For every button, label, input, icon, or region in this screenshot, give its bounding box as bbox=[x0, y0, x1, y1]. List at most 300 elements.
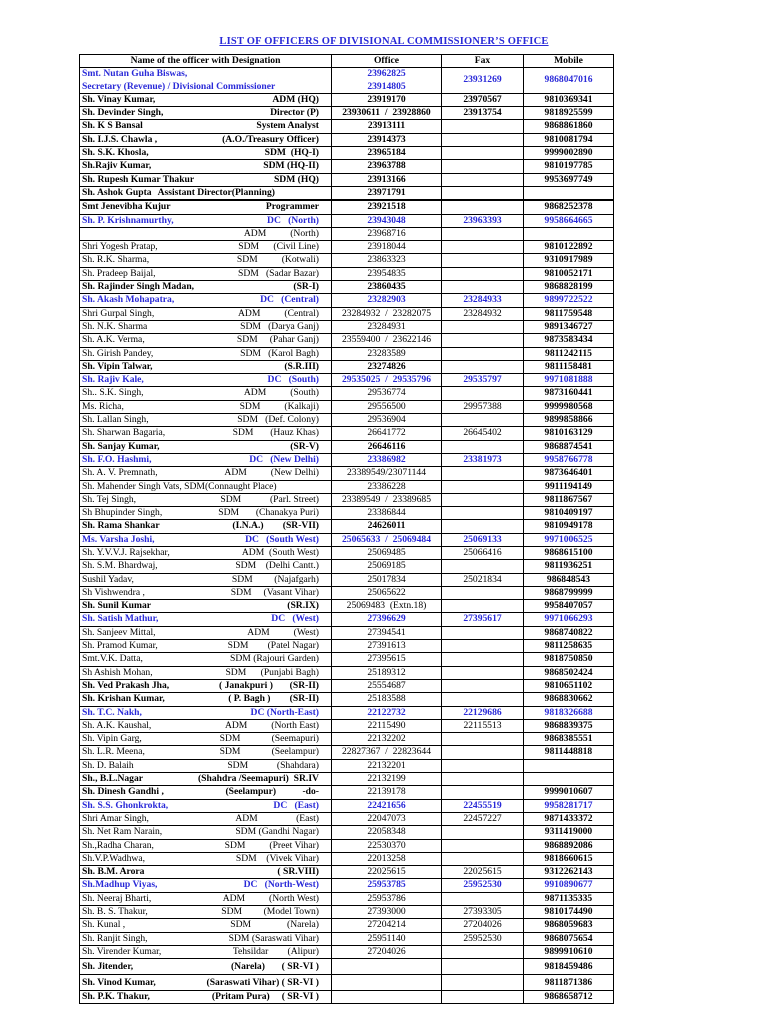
office-phone: 23559400 / 23622146 bbox=[332, 334, 442, 347]
officer-designation: ADM (New Delhi) bbox=[224, 467, 319, 479]
fax-number bbox=[442, 254, 524, 267]
table-row bbox=[80, 307, 614, 320]
officer-name: Sh. N.K. Sharma bbox=[82, 320, 148, 332]
officer-designation: Director (P) bbox=[270, 107, 319, 119]
table-row bbox=[80, 613, 614, 626]
officer-cell bbox=[80, 600, 332, 613]
office-phone-line: 23962825 bbox=[367, 68, 406, 80]
table-row bbox=[80, 493, 614, 506]
officer-designation: SDM (Kotwali) bbox=[236, 254, 319, 266]
mobile-number: 9910890677 bbox=[524, 879, 614, 892]
officer-name: Sh. Sanjeev Mittal, bbox=[82, 626, 156, 638]
officer-designation: (SR.IX) bbox=[287, 600, 319, 612]
officer-designation: SDM (Karol Bagh) bbox=[240, 347, 319, 359]
office-phone: 27391613 bbox=[332, 640, 442, 653]
table-row bbox=[80, 773, 614, 786]
fax-number bbox=[442, 991, 524, 1004]
fax-number bbox=[442, 666, 524, 679]
officer-cell bbox=[80, 866, 332, 879]
mobile-number: 9868252378 bbox=[524, 200, 614, 214]
officer-name: Sh. Pradeep Baijal, bbox=[82, 267, 156, 279]
office-phone: 25953785 bbox=[332, 879, 442, 892]
officer-designation: SDM (Kalkaji) bbox=[239, 400, 319, 412]
officer-cell bbox=[80, 919, 332, 932]
officer-cell bbox=[80, 133, 332, 146]
officer-cell bbox=[80, 227, 332, 240]
mobile-number: 9868615100 bbox=[524, 546, 614, 559]
table-row bbox=[80, 227, 614, 240]
officer-designation: SDM (Seemapuri) bbox=[219, 733, 319, 745]
table-row bbox=[80, 453, 614, 466]
officer-designation: (Seelampur) -do- bbox=[225, 786, 319, 798]
table-row bbox=[80, 214, 614, 227]
officer-name: Sh. P. Krishnamurthy, bbox=[82, 214, 174, 226]
officer-name: Sh. Devinder Singh, bbox=[82, 107, 164, 119]
table-row bbox=[80, 866, 614, 879]
officer-designation: SDM (Vivek Vihar) bbox=[235, 852, 319, 864]
mobile-number: 9810949178 bbox=[524, 520, 614, 533]
fax-number bbox=[442, 626, 524, 639]
mobile-number: 9971006525 bbox=[524, 533, 614, 546]
fax-number: 25066416 bbox=[442, 546, 524, 559]
office-phone: 25189312 bbox=[332, 666, 442, 679]
officer-name: Sh. D. Balaih bbox=[82, 759, 134, 771]
header-name: Name of the officer with Designation bbox=[80, 55, 332, 68]
officer-cell bbox=[80, 879, 332, 892]
officer-cell bbox=[80, 826, 332, 839]
table-row bbox=[80, 281, 614, 294]
table-row bbox=[80, 560, 614, 573]
office-phone bbox=[332, 68, 442, 94]
officer-name: Shri Gurpal Singh, bbox=[82, 307, 155, 319]
table-row bbox=[80, 186, 614, 200]
officer-designation: SDM (Darya Ganj) bbox=[240, 320, 319, 332]
table-row bbox=[80, 294, 614, 307]
officer-name: Sh. Sharwan Bagaria, bbox=[82, 427, 166, 439]
fax-number bbox=[442, 640, 524, 653]
mobile-number: 9999980568 bbox=[524, 400, 614, 413]
fax-number bbox=[442, 387, 524, 400]
officer-designation: SDM (Vasant Vihar) bbox=[230, 586, 319, 598]
table-row bbox=[80, 839, 614, 852]
officer-designation: SDM (Sadar Bazar) bbox=[238, 267, 319, 279]
table-row bbox=[80, 347, 614, 360]
office-phone: 23283589 bbox=[332, 347, 442, 360]
officer-designation: SDM (Patel Nagar) bbox=[227, 640, 319, 652]
office-phone: 22139178 bbox=[332, 786, 442, 799]
officer-designation: SDM (Parl. Street) bbox=[220, 493, 319, 505]
mobile-number: 9971081888 bbox=[524, 374, 614, 387]
table-row bbox=[80, 467, 614, 480]
mobile-number: 9868658712 bbox=[524, 991, 614, 1004]
fax-number: 29957388 bbox=[442, 400, 524, 413]
office-phone: 22132202 bbox=[332, 733, 442, 746]
officer-name: Sh. A. V. Premnath, bbox=[82, 467, 158, 479]
officer-name: Sh Bhupinder Singh, bbox=[82, 507, 163, 519]
officer-name: Sh. Vipin Talwar, bbox=[82, 360, 153, 372]
officer-name: Sh.V.P.Wadhwa, bbox=[82, 852, 146, 864]
office-phone: 22132199 bbox=[332, 773, 442, 786]
table-row bbox=[80, 640, 614, 653]
officer-name: Sh. Ranjit Singh, bbox=[82, 932, 148, 944]
fax-number bbox=[442, 826, 524, 839]
officer-cell bbox=[80, 68, 332, 94]
officer-designation: SDM (Narela) bbox=[230, 919, 319, 931]
mobile-number: 9953697749 bbox=[524, 173, 614, 186]
mobile-number: 9811759548 bbox=[524, 307, 614, 320]
fax-number: 23284933 bbox=[442, 294, 524, 307]
officer-cell bbox=[80, 679, 332, 692]
officer-name: Sh. Virender Kumar, bbox=[82, 945, 162, 957]
officer-name: Sh. S.M. Bhardwaj, bbox=[82, 560, 158, 572]
officer-cell bbox=[80, 852, 332, 865]
mobile-number: 9868385551 bbox=[524, 733, 614, 746]
officer-designation: ADM (South West) bbox=[241, 546, 319, 558]
mobile-number: 9868502424 bbox=[524, 666, 614, 679]
officer-designation: Secretary (Revenue) / Divisional Commissioner bbox=[82, 80, 276, 92]
officer-cell bbox=[80, 107, 332, 120]
office-phone: 24626011 bbox=[332, 520, 442, 533]
officer-designation: SDM (Saraswati Vihar) bbox=[228, 932, 319, 944]
mobile-number: 9312262143 bbox=[524, 866, 614, 879]
officer-name: Sh. Ved Prakash Jha, bbox=[82, 679, 170, 691]
table-row bbox=[80, 906, 614, 919]
fax-number: 25069133 bbox=[442, 533, 524, 546]
mobile-number: 9811242115 bbox=[524, 347, 614, 360]
officer-cell bbox=[80, 281, 332, 294]
table-row bbox=[80, 892, 614, 905]
mobile-number: 9868839375 bbox=[524, 719, 614, 732]
mobile-number bbox=[524, 227, 614, 240]
fax-number bbox=[442, 746, 524, 759]
office-phone: 22827367 / 22823644 bbox=[332, 746, 442, 759]
officer-name: Sh. Tej Singh, bbox=[82, 493, 137, 505]
mobile-number: 9810197785 bbox=[524, 160, 614, 173]
table-row bbox=[80, 147, 614, 160]
officer-name: Sh. B.M. Arora bbox=[82, 866, 145, 878]
officer-name: Shri Yogesh Pratap, bbox=[82, 241, 158, 253]
mobile-number: 9810369341 bbox=[524, 93, 614, 106]
mobile-number: 9811936251 bbox=[524, 560, 614, 573]
officer-name: Sh. Rajiv Kale, bbox=[82, 374, 144, 386]
officer-designation: ( P. Bagh ) (SR-II) bbox=[228, 693, 319, 705]
officer-designation: (A.O./Treasury Officer) bbox=[222, 133, 319, 145]
officer-name: Sh. Vinod Kumar, bbox=[82, 976, 156, 988]
mobile-number: 9971066293 bbox=[524, 613, 614, 626]
fax-number bbox=[442, 586, 524, 599]
office-phone: 27395615 bbox=[332, 653, 442, 666]
table-row bbox=[80, 759, 614, 772]
officer-cell bbox=[80, 586, 332, 599]
mobile-number bbox=[524, 759, 614, 772]
officer-designation: ADM (HQ) bbox=[272, 93, 319, 105]
officer-cell bbox=[80, 427, 332, 440]
officer-designation: SDM (HQ) bbox=[273, 173, 319, 185]
officer-designation: ADM (North West) bbox=[222, 892, 319, 904]
mobile-number: 9818925599 bbox=[524, 107, 614, 120]
officer-designation: SDM (Model Town) bbox=[221, 906, 319, 917]
officer-name: Sh. A.K. Kaushal, bbox=[82, 719, 152, 731]
table-row bbox=[80, 507, 614, 520]
fax-number bbox=[442, 693, 524, 706]
officer-cell bbox=[80, 294, 332, 307]
table-row bbox=[80, 826, 614, 839]
fax-number bbox=[442, 852, 524, 865]
office-phone: 25065622 bbox=[332, 586, 442, 599]
office-phone: 23913111 bbox=[332, 120, 442, 133]
office-phone: 22047073 bbox=[332, 812, 442, 825]
officer-cell bbox=[80, 666, 332, 679]
table-row bbox=[80, 374, 614, 387]
table-row bbox=[80, 400, 614, 413]
officer-designation: SDM (Chanakya Puri) bbox=[218, 507, 319, 519]
mobile-number: 9810174490 bbox=[524, 906, 614, 919]
officer-name: Sh.,Radha Charan, bbox=[82, 839, 154, 851]
fax-number bbox=[442, 160, 524, 173]
officer-designation: SDM (Najafgarh) bbox=[231, 573, 319, 585]
fax-number bbox=[442, 959, 524, 975]
mobile-number: 9958664665 bbox=[524, 214, 614, 227]
table-row bbox=[80, 626, 614, 639]
officer-cell bbox=[80, 120, 332, 133]
table-row bbox=[80, 533, 614, 546]
officer-name: Sh. Dinesh Gandhi , bbox=[82, 786, 164, 798]
mobile-number: 9818660615 bbox=[524, 852, 614, 865]
office-phone: 23386844 bbox=[332, 507, 442, 520]
office-phone: 23284931 bbox=[332, 320, 442, 333]
officer-name: Sh. Rajinder Singh Madan, bbox=[82, 281, 195, 293]
table-row bbox=[80, 133, 614, 146]
officer-cell bbox=[80, 241, 332, 254]
fax-number bbox=[442, 281, 524, 294]
table-row bbox=[80, 719, 614, 732]
mobile-number: 9868830662 bbox=[524, 693, 614, 706]
table-row bbox=[80, 480, 614, 493]
office-phone: 23921518 bbox=[332, 200, 442, 214]
fax-number bbox=[442, 440, 524, 453]
fax-number bbox=[442, 653, 524, 666]
officer-cell bbox=[80, 507, 332, 520]
fax-number bbox=[442, 320, 524, 333]
officer-name: Sh. Lallan Singh, bbox=[82, 414, 149, 426]
office-phone bbox=[332, 975, 442, 991]
table-body bbox=[80, 68, 614, 1004]
office-phone: 23860435 bbox=[332, 281, 442, 294]
office-phone: 23963788 bbox=[332, 160, 442, 173]
office-phone: 27394541 bbox=[332, 626, 442, 639]
office-phone: 25951140 bbox=[332, 932, 442, 945]
officer-name: Sh. Rupesh Kumar Thakur bbox=[82, 173, 195, 185]
table-row bbox=[80, 267, 614, 280]
officer-designation: SDM (Preet Vihar) bbox=[224, 839, 319, 851]
office-phone: 25069185 bbox=[332, 560, 442, 573]
table-row bbox=[80, 959, 614, 975]
officer-designation: DC (North-East) bbox=[250, 706, 319, 718]
officer-cell bbox=[80, 160, 332, 173]
officer-designation: Tehsildar (Alipur) bbox=[232, 945, 319, 957]
officer-cell bbox=[80, 374, 332, 387]
officer-designation: (SR-I) bbox=[293, 281, 319, 293]
office-phone: 22530370 bbox=[332, 839, 442, 852]
mobile-number: 9958766778 bbox=[524, 453, 614, 466]
office-phone: 23274826 bbox=[332, 360, 442, 373]
officer-designation: ADM (East) bbox=[235, 812, 319, 824]
office-phone: 22122732 bbox=[332, 706, 442, 719]
officer-cell bbox=[80, 360, 332, 373]
table-row bbox=[80, 254, 614, 267]
mobile-number: 9871135335 bbox=[524, 892, 614, 905]
mobile-number bbox=[524, 186, 614, 200]
table-row bbox=[80, 173, 614, 186]
officer-name: Sh Vishwendra , bbox=[82, 586, 145, 598]
office-phone: 25069483 (Extn.18) bbox=[332, 600, 442, 613]
fax-number: 27204026 bbox=[442, 919, 524, 932]
officer-designation: (SR-V) bbox=[290, 440, 319, 452]
fax-number bbox=[442, 786, 524, 799]
mobile-number: 9811258635 bbox=[524, 640, 614, 653]
table-row bbox=[80, 975, 614, 991]
table-row bbox=[80, 879, 614, 892]
mobile-number: 9868799999 bbox=[524, 586, 614, 599]
mobile-number: 9899910610 bbox=[524, 945, 614, 958]
officer-designation: DC (South West) bbox=[245, 533, 319, 545]
office-phone: 23282903 bbox=[332, 294, 442, 307]
fax-number bbox=[442, 414, 524, 427]
table-row bbox=[80, 320, 614, 333]
office-phone: 27204026 bbox=[332, 945, 442, 958]
mobile-number: 9818750850 bbox=[524, 653, 614, 666]
mobile-number: 9811448818 bbox=[524, 746, 614, 759]
office-phone: 29536774 bbox=[332, 387, 442, 400]
office-phone bbox=[332, 959, 442, 975]
officer-cell bbox=[80, 480, 332, 493]
fax-number: 25952530 bbox=[442, 932, 524, 945]
officer-name: Sh. R.K. Sharma, bbox=[82, 254, 150, 266]
fax-number: 25021834 bbox=[442, 573, 524, 586]
table-row bbox=[80, 693, 614, 706]
officer-designation: (Shahdra /Seemapuri) SR.IV bbox=[197, 773, 319, 785]
officer-name: Sh. Mahender Singh Vats, SDM(Connaught Place) bbox=[82, 480, 277, 492]
officer-cell bbox=[80, 932, 332, 945]
officer-designation: Assistant Director(Planning) bbox=[157, 186, 275, 198]
officer-designation: SDM (Seelampur) bbox=[219, 746, 319, 758]
officer-designation: DC (South) bbox=[267, 374, 319, 386]
mobile-number: 9810651102 bbox=[524, 679, 614, 692]
mobile-number: 9810409197 bbox=[524, 507, 614, 520]
office-phone: 25953786 bbox=[332, 892, 442, 905]
fax-number: 22455519 bbox=[442, 799, 524, 812]
officer-designation: DC (New Delhi) bbox=[249, 453, 319, 465]
officer-name: Sh. Rama Shankar bbox=[82, 520, 160, 532]
officer-cell bbox=[80, 975, 332, 991]
officer-designation: (Saraswati Vihar) ( SR-VI ) bbox=[206, 976, 319, 988]
officer-name: Sh. P.K. Thakur, bbox=[82, 991, 150, 1003]
officer-cell bbox=[80, 839, 332, 852]
officer-name: Sh., B.L.Nagar bbox=[82, 773, 144, 785]
officer-cell bbox=[80, 320, 332, 333]
table-row bbox=[80, 93, 614, 106]
officer-designation: DC (Central) bbox=[260, 294, 319, 306]
fax-number bbox=[442, 773, 524, 786]
mobile-number: 9868059683 bbox=[524, 919, 614, 932]
officer-name: Sh. F.O. Hashmi, bbox=[82, 453, 152, 465]
fax-number bbox=[442, 467, 524, 480]
mobile-number: 9868740822 bbox=[524, 626, 614, 639]
officer-cell bbox=[80, 759, 332, 772]
mobile-number: 9868892086 bbox=[524, 839, 614, 852]
officer-cell bbox=[80, 799, 332, 812]
fax-number bbox=[442, 839, 524, 852]
fax-number bbox=[442, 227, 524, 240]
fax-number: 23381973 bbox=[442, 453, 524, 466]
office-phone: 27396629 bbox=[332, 613, 442, 626]
mobile-number: 9958281717 bbox=[524, 799, 614, 812]
office-phone: 23389549 / 23389685 bbox=[332, 493, 442, 506]
officer-cell bbox=[80, 786, 332, 799]
fax-number: 22129686 bbox=[442, 706, 524, 719]
office-phone: 23863323 bbox=[332, 254, 442, 267]
table-row bbox=[80, 932, 614, 945]
table-row bbox=[80, 812, 614, 825]
officer-name: Sh Ashish Mohan, bbox=[82, 666, 153, 678]
table-row bbox=[80, 68, 614, 94]
officer-cell bbox=[80, 959, 332, 975]
officer-cell bbox=[80, 945, 332, 958]
mobile-number: 9873646401 bbox=[524, 467, 614, 480]
fax-number: 23284932 bbox=[442, 307, 524, 320]
table-row bbox=[80, 679, 614, 692]
officers-table bbox=[79, 54, 614, 1004]
table-row bbox=[80, 600, 614, 613]
office-phone: 23284932 / 23282075 bbox=[332, 307, 442, 320]
officer-cell bbox=[80, 254, 332, 267]
mobile-number: 9999010607 bbox=[524, 786, 614, 799]
mobile-number: 9911194149 bbox=[524, 480, 614, 493]
table-row bbox=[80, 120, 614, 133]
officer-designation: SDM (Gandhi Nagar) bbox=[235, 826, 319, 838]
office-phone: 25183588 bbox=[332, 693, 442, 706]
officer-name: Shri Amar Singh, bbox=[82, 812, 149, 824]
office-phone: 23965184 bbox=[332, 147, 442, 160]
officer-name: Sh. Vinay Kumar, bbox=[82, 93, 156, 105]
officer-name: Sh. Y.V.V.J. Rajsekhar, bbox=[82, 546, 170, 558]
fax-number bbox=[442, 173, 524, 186]
office-phone: 23971791 bbox=[332, 186, 442, 200]
fax-number: 23913754 bbox=[442, 107, 524, 120]
mobile-number: 9810122892 bbox=[524, 241, 614, 254]
mobile-number bbox=[524, 773, 614, 786]
office-phone: 23954835 bbox=[332, 267, 442, 280]
table-row bbox=[80, 706, 614, 719]
mobile-number: 9868828199 bbox=[524, 281, 614, 294]
officer-cell bbox=[80, 573, 332, 586]
fax-number bbox=[442, 360, 524, 373]
officer-cell bbox=[80, 453, 332, 466]
officer-name: Sh. I.J.S. Chawla , bbox=[82, 133, 158, 145]
table-row bbox=[80, 546, 614, 559]
officer-name: Sh.Rajiv Kumar, bbox=[82, 160, 152, 172]
fax-number: 25952530 bbox=[442, 879, 524, 892]
office-phone: 23918044 bbox=[332, 241, 442, 254]
fax-number bbox=[442, 520, 524, 533]
officer-cell bbox=[80, 719, 332, 732]
office-phone: 26641772 bbox=[332, 427, 442, 440]
officer-cell bbox=[80, 613, 332, 626]
table-row bbox=[80, 733, 614, 746]
header-fax: Fax bbox=[442, 55, 524, 68]
officer-cell bbox=[80, 520, 332, 533]
mobile-number: 9811871386 bbox=[524, 975, 614, 991]
